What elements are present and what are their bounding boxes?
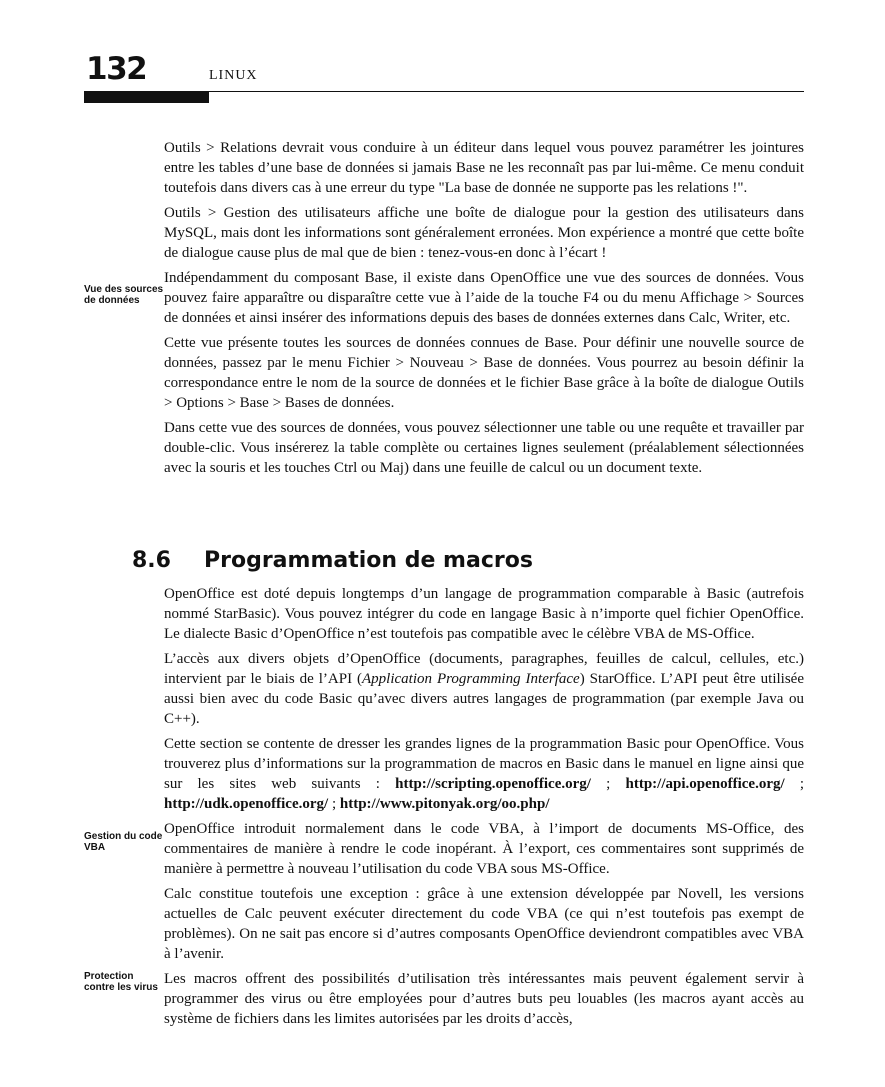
paragraph-api [164, 649, 804, 729]
section-title: Programmation de macros [204, 548, 533, 573]
api-expansion: Application Programming Interface [362, 671, 580, 687]
body-text-macros [164, 584, 804, 1034]
paragraph-outils-relations: Outils > Relations devrait vous conduire à un éditeur dans lequel vous pouvez paramétrer les jointures entre les tables d’une base de données si jamais Base ne les reconnaît pas par lui-même. Ce menu conduit toutefois dans divers cas à une erreur du type "La base de donnée ne supporte pas les relations !". [164, 140, 804, 196]
url-separator: ; [590, 776, 626, 792]
paragraph-calc-exception: Calc constitue toutefois une exception : grâce à une extension développée par Novell, les versions actuelles de Calc peuvent exécuter directement du code VBA (ce qui n’est toutefois pas exempt de problèmes). On ne sait pas encore si d’autres composants OpenOffice deviendront compatibles avec VBA à l’avenir. [164, 886, 804, 962]
section-number: 8.6 [132, 548, 171, 573]
margin-note-protection-virus: Protection contre les virus [84, 971, 158, 993]
margin-note-vue-des-sources: Vue des sources de données [84, 284, 164, 306]
url-scripting[interactable]: http://scripting.openoffice.org/ [395, 776, 591, 792]
section-heading [132, 548, 533, 573]
page-number: 132 [86, 51, 147, 87]
paragraph-gestion-utilisateurs: Outils > Gestion des utilisateurs affiche une boîte de dialogue pour la gestion des utilisateurs dans MySQL, mais dont les informations sont généralement erronées. Mon expérience a montré que cette boîte de dialogue cause plus de mal que de bien : tenez-vous-en donc à l’écart ! [164, 205, 804, 261]
url-separator: ; [784, 776, 804, 792]
paragraph-double-clic: Dans cette vue des sources de données, vous pouvez sélectionner une table ou une requête et travailler par double-clic. Vous insérerez la table complète ou certaines lignes seulement (préalablement sélectionnées avec la souris et les touches Ctrl ou Maj) dans une feuille de calcul ou un document texte. [164, 420, 804, 476]
body-text-top [164, 138, 804, 483]
paragraph-virus: Les macros offrent des possibilités d’utilisation très intéressantes mais peuvent également servir à programmer des virus ou être employées pour d’autres buts peu louables (les macros ayant accès au système de fichiers dans les limites autorisées par les droits d’accès, [164, 971, 804, 1027]
api-text-before: L’accès aux divers objets d’OpenOffice (documents, paragraphes, feuilles de calcul, cellules, etc.) intervient par le biais de l’API ( [164, 651, 804, 687]
paragraph-sites-web [164, 734, 804, 814]
header-bar [84, 91, 209, 103]
margin-note-gestion-vba: Gestion du code VBA [84, 831, 163, 853]
paragraph-vue-sources: Indépendamment du composant Base, il existe dans OpenOffice une vue des sources de données. Vous pouvez faire apparaître ou disparaître cette vue à l’aide de la touche F4 ou du menu Affichage > Sources de données et ainsi insérer des informations depuis des bases de données externes dans Calc, Writer, etc. [164, 270, 804, 326]
paragraph-sources-connues: Cette vue présente toutes les sources de données connues de Base. Pour définir une nouvelle source de données, passez par le menu Fichier > Nouveau > Base de données. Vous pourrez au besoin définir la correspondance entre le nom de la source de données et le fichier Base grâce à la boîte de dialogue Outils > Options > Base > Bases de données. [164, 335, 804, 411]
url-api[interactable]: http://api.openoffice.org/ [625, 776, 785, 792]
paragraph-openoffice-basic: OpenOffice est doté depuis longtemps d’un langage de programmation comparable à Basic (autrefois nommé StarBasic). Vous pouvez intégrer du code en langage Basic à n’importe quel fichier OpenOffice. Le dialecte Basic d’OpenOffice n’est toutefois pas compatible avec le célèbre VBA de MS-Office. [164, 586, 804, 642]
url-pitonyak[interactable]: http://www.pitonyak.org/oo.php/ [339, 796, 550, 812]
url-udk[interactable]: http://udk.openoffice.org/ [164, 796, 329, 812]
api-text-after: ) StarOffice. L’API peut être utilisée aussi bien avec du code Basic qu’avec divers autres langages de programmation (par exemple Java ou C++). [164, 671, 804, 727]
url-separator: ; [328, 796, 340, 812]
running-title: LINUX [209, 68, 258, 83]
sites-web-text: Cette section se contente de dresser les grandes lignes de la programmation Basic pour OpenOffice. Vous trouverez plus d’informations sur la programmation de macros en Basic dans le manuel en ligne ainsi que sur les sites web suivants : [164, 736, 804, 792]
paragraph-code-vba: OpenOffice introduit normalement dans le code VBA, à l’import de documents MS-Office, des commentaires de manière à rendre le code inopérant. À l’export, ces commentaires sont supprimés de manière à permettre à nouveau l’utilisation du code VBA sous MS-Office. [164, 821, 804, 877]
